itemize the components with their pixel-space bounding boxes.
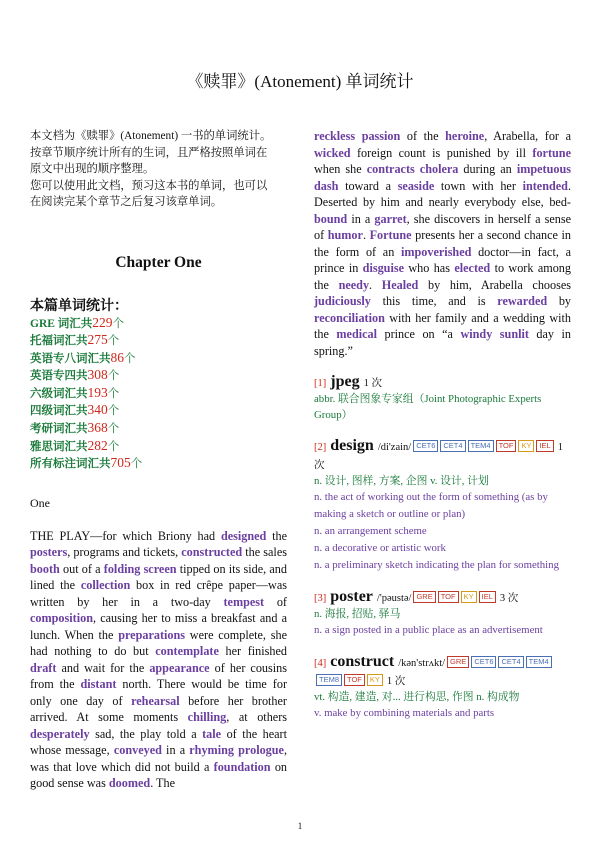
text-run: presents her a second chance in the form of an	[314, 228, 572, 259]
highlighted-word: posters	[30, 545, 68, 560]
text-run: town with her	[434, 178, 523, 193]
highlighted-word: conveyed	[113, 743, 162, 758]
exam-tag: TEM8	[316, 674, 342, 686]
exam-tag: GRE	[413, 591, 435, 603]
english-definition: n. the act of working out the form of something (as by making a sketch or outline or plan)	[314, 491, 548, 520]
text-run: and wait for the	[56, 660, 150, 675]
highlighted-word: tempest	[223, 594, 265, 609]
highlighted-word: chilling	[187, 710, 227, 725]
headword: poster	[330, 588, 373, 605]
text-run: , she discovers in herself a sense of	[314, 211, 571, 242]
text-run: day in spring.”	[314, 327, 572, 358]
highlighted-word: garret	[374, 211, 407, 226]
exam-tag: CET4	[440, 440, 465, 452]
english-definition: n. a decorative or artistic work	[314, 542, 446, 554]
left-column	[30, 128, 287, 792]
highlighted-word: seaside	[397, 178, 435, 193]
highlighted-word: judiciously	[314, 294, 371, 308]
stats-count: 193	[87, 384, 108, 400]
stats-label: 六级词汇共	[30, 387, 88, 400]
highlighted-word: heroine	[445, 129, 485, 143]
highlighted-word: elected	[454, 261, 491, 275]
highlighted-word: Healed	[381, 277, 419, 292]
intro-line: 本文档为《赎罪》(Atonement) 一书的单词统计。	[30, 130, 272, 142]
exam-tag: GRE	[447, 656, 469, 668]
right-column	[314, 128, 571, 722]
exam-tag: TEM4	[468, 440, 494, 452]
text-run: when she	[314, 162, 367, 176]
exam-tag: IEL	[536, 440, 553, 452]
highlighted-word: rehearsal	[131, 693, 180, 708]
highlighted-word: impetuous	[516, 162, 571, 176]
intro-line: 在阅读完某个章节之后复习该章单词。	[30, 196, 223, 208]
highlighted-word: folding screen	[103, 561, 177, 576]
english-definition: n. a sign posted in a public place as an advertisement	[314, 624, 543, 636]
text-run: in a	[161, 743, 190, 758]
highlighted-word: draft	[30, 660, 57, 675]
highlighted-word: contemplate	[155, 644, 219, 659]
text-run: on good sense was	[30, 759, 288, 791]
text-run: , Arabella, for a	[484, 129, 571, 143]
phonetic: /kən'strʌkt/	[398, 658, 446, 669]
occurrence-count: 1 次	[363, 378, 382, 389]
highlighted-word: windy	[460, 327, 493, 341]
stats-unit: 个	[112, 317, 125, 330]
english-definition: n. an arrangement scheme	[314, 525, 427, 537]
page-number: 1	[297, 821, 303, 831]
stats-unit: 个	[107, 335, 120, 348]
highlighted-word: fortune	[532, 145, 571, 160]
entry-index: [4]	[314, 658, 327, 669]
text-run: doctor—in fact, a prince in	[314, 244, 571, 275]
highlighted-word: wicked	[314, 145, 351, 160]
highlighted-word: rewarded	[497, 294, 548, 308]
stats-count: 705	[110, 455, 131, 471]
stats-label: 托福词汇共	[30, 335, 88, 348]
highlighted-word: needy	[338, 277, 370, 292]
vocab-entry	[314, 588, 571, 639]
highlighted-word: humor	[327, 228, 363, 242]
highlighted-word: prologue	[238, 743, 284, 758]
highlighted-word: Fortune	[369, 228, 412, 242]
intro-line: 您可以使用此文档，预习这本书的单词，也可以	[30, 179, 268, 192]
part-label: One	[30, 495, 50, 510]
stats-count: 308	[87, 367, 108, 383]
text-run: before her brother arrived. At some moments	[30, 693, 287, 725]
highlighted-word: dash	[314, 178, 339, 193]
stats-count: 282	[87, 437, 108, 453]
intro-line: 原文中出现的顺序整理。	[30, 163, 155, 175]
highlighted-word: reckless	[314, 129, 356, 143]
highlighted-word: doomed	[108, 776, 151, 791]
highlighted-word: desperately	[30, 726, 90, 741]
highlighted-word: tale	[202, 726, 222, 741]
stats-item	[30, 438, 287, 456]
highlighted-word: constructed	[181, 545, 243, 560]
exam-tag: IEL	[479, 591, 496, 603]
text-run: , was that love which did not build a	[30, 743, 288, 774]
chinese-definition: vt. 构造, 建造, 对... 进行构思, 作图 n. 构成物	[314, 691, 520, 703]
highlighted-word: distant	[80, 677, 117, 692]
entry-index: [3]	[314, 593, 327, 604]
highlighted-word: impoverished	[400, 244, 472, 259]
text-run: . The	[150, 776, 176, 791]
highlighted-word: bound	[314, 211, 348, 226]
stats-unit: 个	[107, 440, 120, 453]
text-run: toward a	[338, 178, 398, 193]
text-run: the	[266, 528, 287, 543]
exam-tag: TOF	[438, 591, 459, 603]
text-run: to work among the	[314, 261, 571, 292]
stats-unit: 个	[107, 423, 120, 436]
chapter-heading: Chapter One	[115, 253, 202, 271]
text-run: north. There would be time for only one day of	[30, 677, 287, 708]
stats-item	[30, 402, 287, 420]
text-run: in a	[347, 211, 375, 226]
highlighted-word: passion	[361, 129, 401, 143]
text-run: who has	[404, 261, 455, 275]
entry-header	[314, 437, 571, 473]
text-run: . Deserted by him and nearly everybody else, bed-	[314, 178, 571, 209]
stats-count: 340	[87, 402, 108, 418]
headword: jpeg	[330, 373, 360, 390]
text-run: box in red crêpe paper—was written by her in a two-day	[30, 578, 287, 609]
left-text	[30, 528, 287, 792]
text-run: sad, the play told a	[89, 726, 203, 741]
stats-item	[30, 315, 287, 333]
highlighted-word: booth	[30, 561, 60, 576]
stats-unit: 个	[130, 458, 143, 471]
occurrence-count: 1 次	[386, 676, 406, 687]
text-run	[355, 129, 362, 143]
vocab-entry	[314, 437, 571, 574]
english-definition: v. make by combining materials and parts	[314, 707, 495, 719]
text-run: were complete, she had nothing to do but	[30, 627, 287, 659]
text-run: prince on “a	[377, 327, 461, 341]
intro-paragraph	[30, 128, 287, 211]
exam-tag: CET6	[413, 440, 438, 452]
stats-unit: 个	[107, 370, 120, 383]
text-run	[492, 327, 500, 341]
text-run: with her family and a wedding with the	[314, 310, 571, 341]
text-run: of her cousins from the	[30, 660, 287, 692]
highlighted-word: reconciliation	[314, 310, 385, 325]
highlighted-word: foundation	[213, 759, 271, 774]
text-run: .	[369, 277, 382, 292]
text-run: her finished	[218, 644, 287, 659]
highlighted-word: sunlit	[499, 327, 529, 341]
highlighted-word: medical	[336, 327, 378, 341]
occurrence-count: 3 次	[499, 593, 519, 604]
text-run: THE PLAY—for which Briony had	[30, 528, 221, 543]
text-run: during an	[458, 162, 517, 176]
text-run: of the heart whose message,	[30, 726, 287, 758]
exam-tag: TEM4	[526, 656, 552, 668]
stats-label: 雅思词汇共	[30, 440, 88, 453]
entry-index: [1]	[314, 378, 327, 389]
highlighted-word: rhyming	[189, 743, 234, 758]
text-run: of the	[400, 129, 446, 143]
exam-tag: CET4	[498, 656, 523, 668]
vocab-entry	[314, 373, 571, 423]
exam-tag: KY	[461, 591, 477, 603]
text-run: foreign count is punished by ill	[350, 145, 533, 160]
intro-line: 按章节顺序统计所有的生词，且严格按照单词在	[30, 146, 268, 159]
exam-tag: KY	[518, 440, 534, 452]
stats-label: GRE 词汇共	[30, 317, 93, 330]
stats-count: 86	[110, 349, 124, 365]
document-title: 《赎罪》(Atonement) 单词统计	[186, 72, 414, 91]
highlighted-word: designed	[220, 528, 267, 543]
exam-tag: TOF	[496, 440, 517, 452]
right-text	[314, 128, 571, 359]
stats-item	[30, 367, 287, 385]
exam-tag: TOF	[344, 674, 365, 686]
stats-item	[30, 455, 287, 473]
entry-header	[314, 588, 571, 606]
chinese-definition: n. 海报, 招贴, 驿马	[314, 608, 401, 620]
stats-label: 考研词汇共	[30, 423, 88, 436]
stats-item	[30, 420, 287, 438]
highlighted-word: disguise	[362, 261, 404, 275]
exam-tag: KY	[367, 674, 383, 686]
stats-unit: 个	[107, 405, 120, 418]
stats-label: 所有标注词汇共	[30, 458, 111, 471]
text-run: by him, Arabella chooses	[418, 277, 572, 292]
stats-count: 229	[92, 314, 113, 330]
stats-count: 368	[87, 420, 108, 436]
exam-tag: CET6	[471, 656, 496, 668]
text-run: tipped on its side, and lined the	[30, 561, 287, 593]
headword: design	[330, 437, 374, 454]
highlighted-word: contracts	[366, 162, 415, 176]
highlighted-word: preparations	[118, 627, 186, 642]
text-run: of	[264, 594, 287, 609]
text-run: , programs and tickets,	[67, 545, 182, 560]
headword: construct	[330, 653, 395, 670]
text-run: this time, and is	[370, 294, 498, 308]
text-run: by	[547, 294, 572, 308]
highlighted-word: intended	[522, 178, 568, 193]
text-run: .	[362, 228, 370, 242]
text-run: out of a	[59, 561, 104, 576]
vocab-entries	[314, 373, 571, 722]
stats-label: 英语专八词汇共	[30, 352, 111, 365]
stats-list	[30, 315, 287, 473]
stats-unit: 个	[107, 387, 120, 400]
highlighted-word: cholera	[419, 162, 459, 176]
phonetic: /'pəustə/	[376, 593, 412, 604]
vocab-entry	[314, 653, 571, 722]
stats-unit: 个	[124, 352, 136, 365]
text-run: the sales	[242, 545, 287, 560]
highlighted-word: collection	[80, 578, 131, 593]
stats-label: 英语专四共	[30, 370, 88, 383]
occurrence-count: 1 次	[314, 442, 563, 471]
entry-index: [2]	[314, 442, 327, 453]
stats-count: 275	[87, 332, 108, 348]
chinese-definition: abbr. 联合图象专家组（Joint Photographic Experts Group）	[314, 393, 542, 421]
highlighted-word: composition	[30, 611, 93, 626]
stats-item	[30, 332, 287, 350]
text-run: , causing her to miss a breakfast and a lunch. When the	[30, 611, 287, 642]
entry-header	[314, 653, 571, 689]
phonetic: /di'zain/	[377, 442, 412, 453]
stats-title: 本篇单词统计：	[30, 298, 128, 314]
chinese-definition: n. 设计, 图样, 方案, 企图 v. 设计, 计划	[314, 475, 489, 487]
highlighted-word: appearance	[149, 660, 210, 675]
stats-item	[30, 385, 287, 403]
entry-header	[314, 373, 571, 391]
stats-label: 四级词汇共	[30, 405, 88, 418]
text-run: , at others	[226, 710, 287, 725]
english-definition: n. a preliminary sketch indicating the plan for something	[314, 559, 559, 571]
stats-item	[30, 350, 287, 368]
